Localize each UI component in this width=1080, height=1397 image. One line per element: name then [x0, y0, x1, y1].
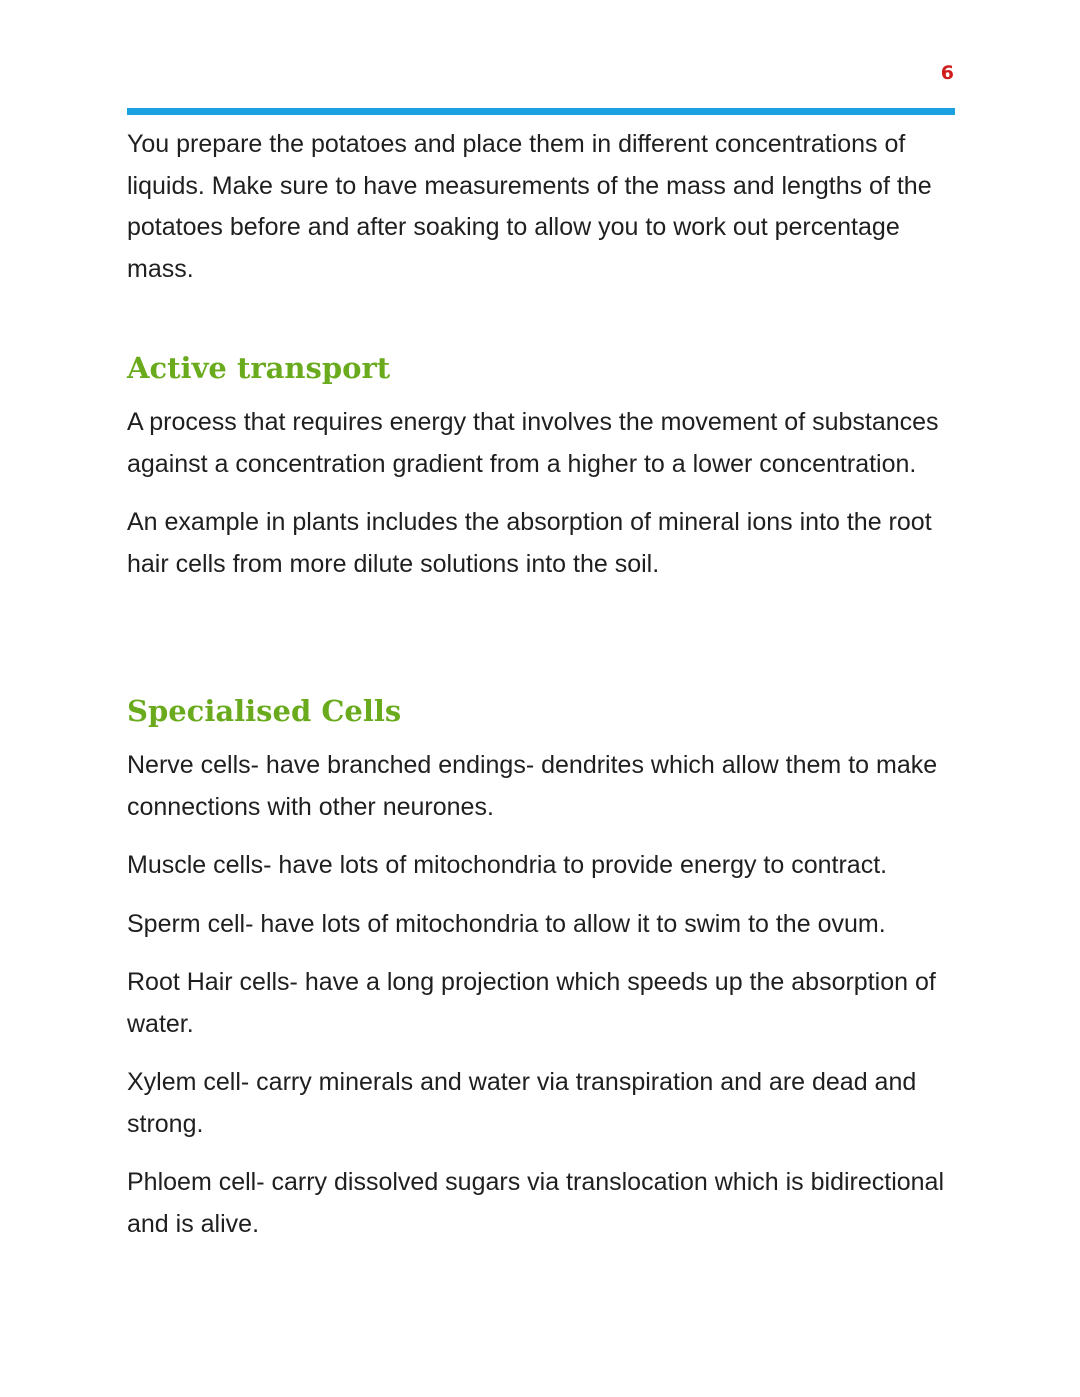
muscle-cells-paragraph: Muscle cells- have lots of mitochondria to provide energy to contract. [127, 851, 888, 879]
phloem-cell-paragraph: Phloem cell- carry dissolved sugars via translocation which is bidirectional and is alive. [127, 1168, 945, 1238]
active-transport-heading: Active transport [127, 351, 391, 385]
active-transport-definition: A process that requires energy that involves the movement of substances against a concentration gradient from a higher to a lower concentration. [127, 408, 939, 478]
header-rule [127, 108, 955, 115]
intro-paragraph: You prepare the potatoes and place them in different concentrations of liquids. Make sure to have measurements of the mass and lengths of the potatoes before and after soaking to allow you to work out percentage mass. [127, 130, 932, 283]
xylem-cell-paragraph: Xylem cell- carry minerals and water via transpiration and are dead and strong. [127, 1068, 917, 1138]
root-hair-cells-paragraph: Root Hair cells- have a long projection which speeds up the absorption of water. [127, 968, 936, 1038]
page-number: 6 [940, 62, 954, 84]
active-transport-example: An example in plants includes the absorption of mineral ions into the root hair cells from more dilute solutions into the soil. [127, 508, 932, 578]
page-content [127, 124, 957, 1245]
sperm-cell-paragraph: Sperm cell- have lots of mitochondria to allow it to swim to the ovum. [127, 909, 886, 938]
nerve-cells-paragraph: Nerve cells- have branched endings- dendrites which allow them to make connections with other neurones. [127, 751, 938, 821]
specialised-cells-heading: Specialised Cells [127, 694, 402, 728]
